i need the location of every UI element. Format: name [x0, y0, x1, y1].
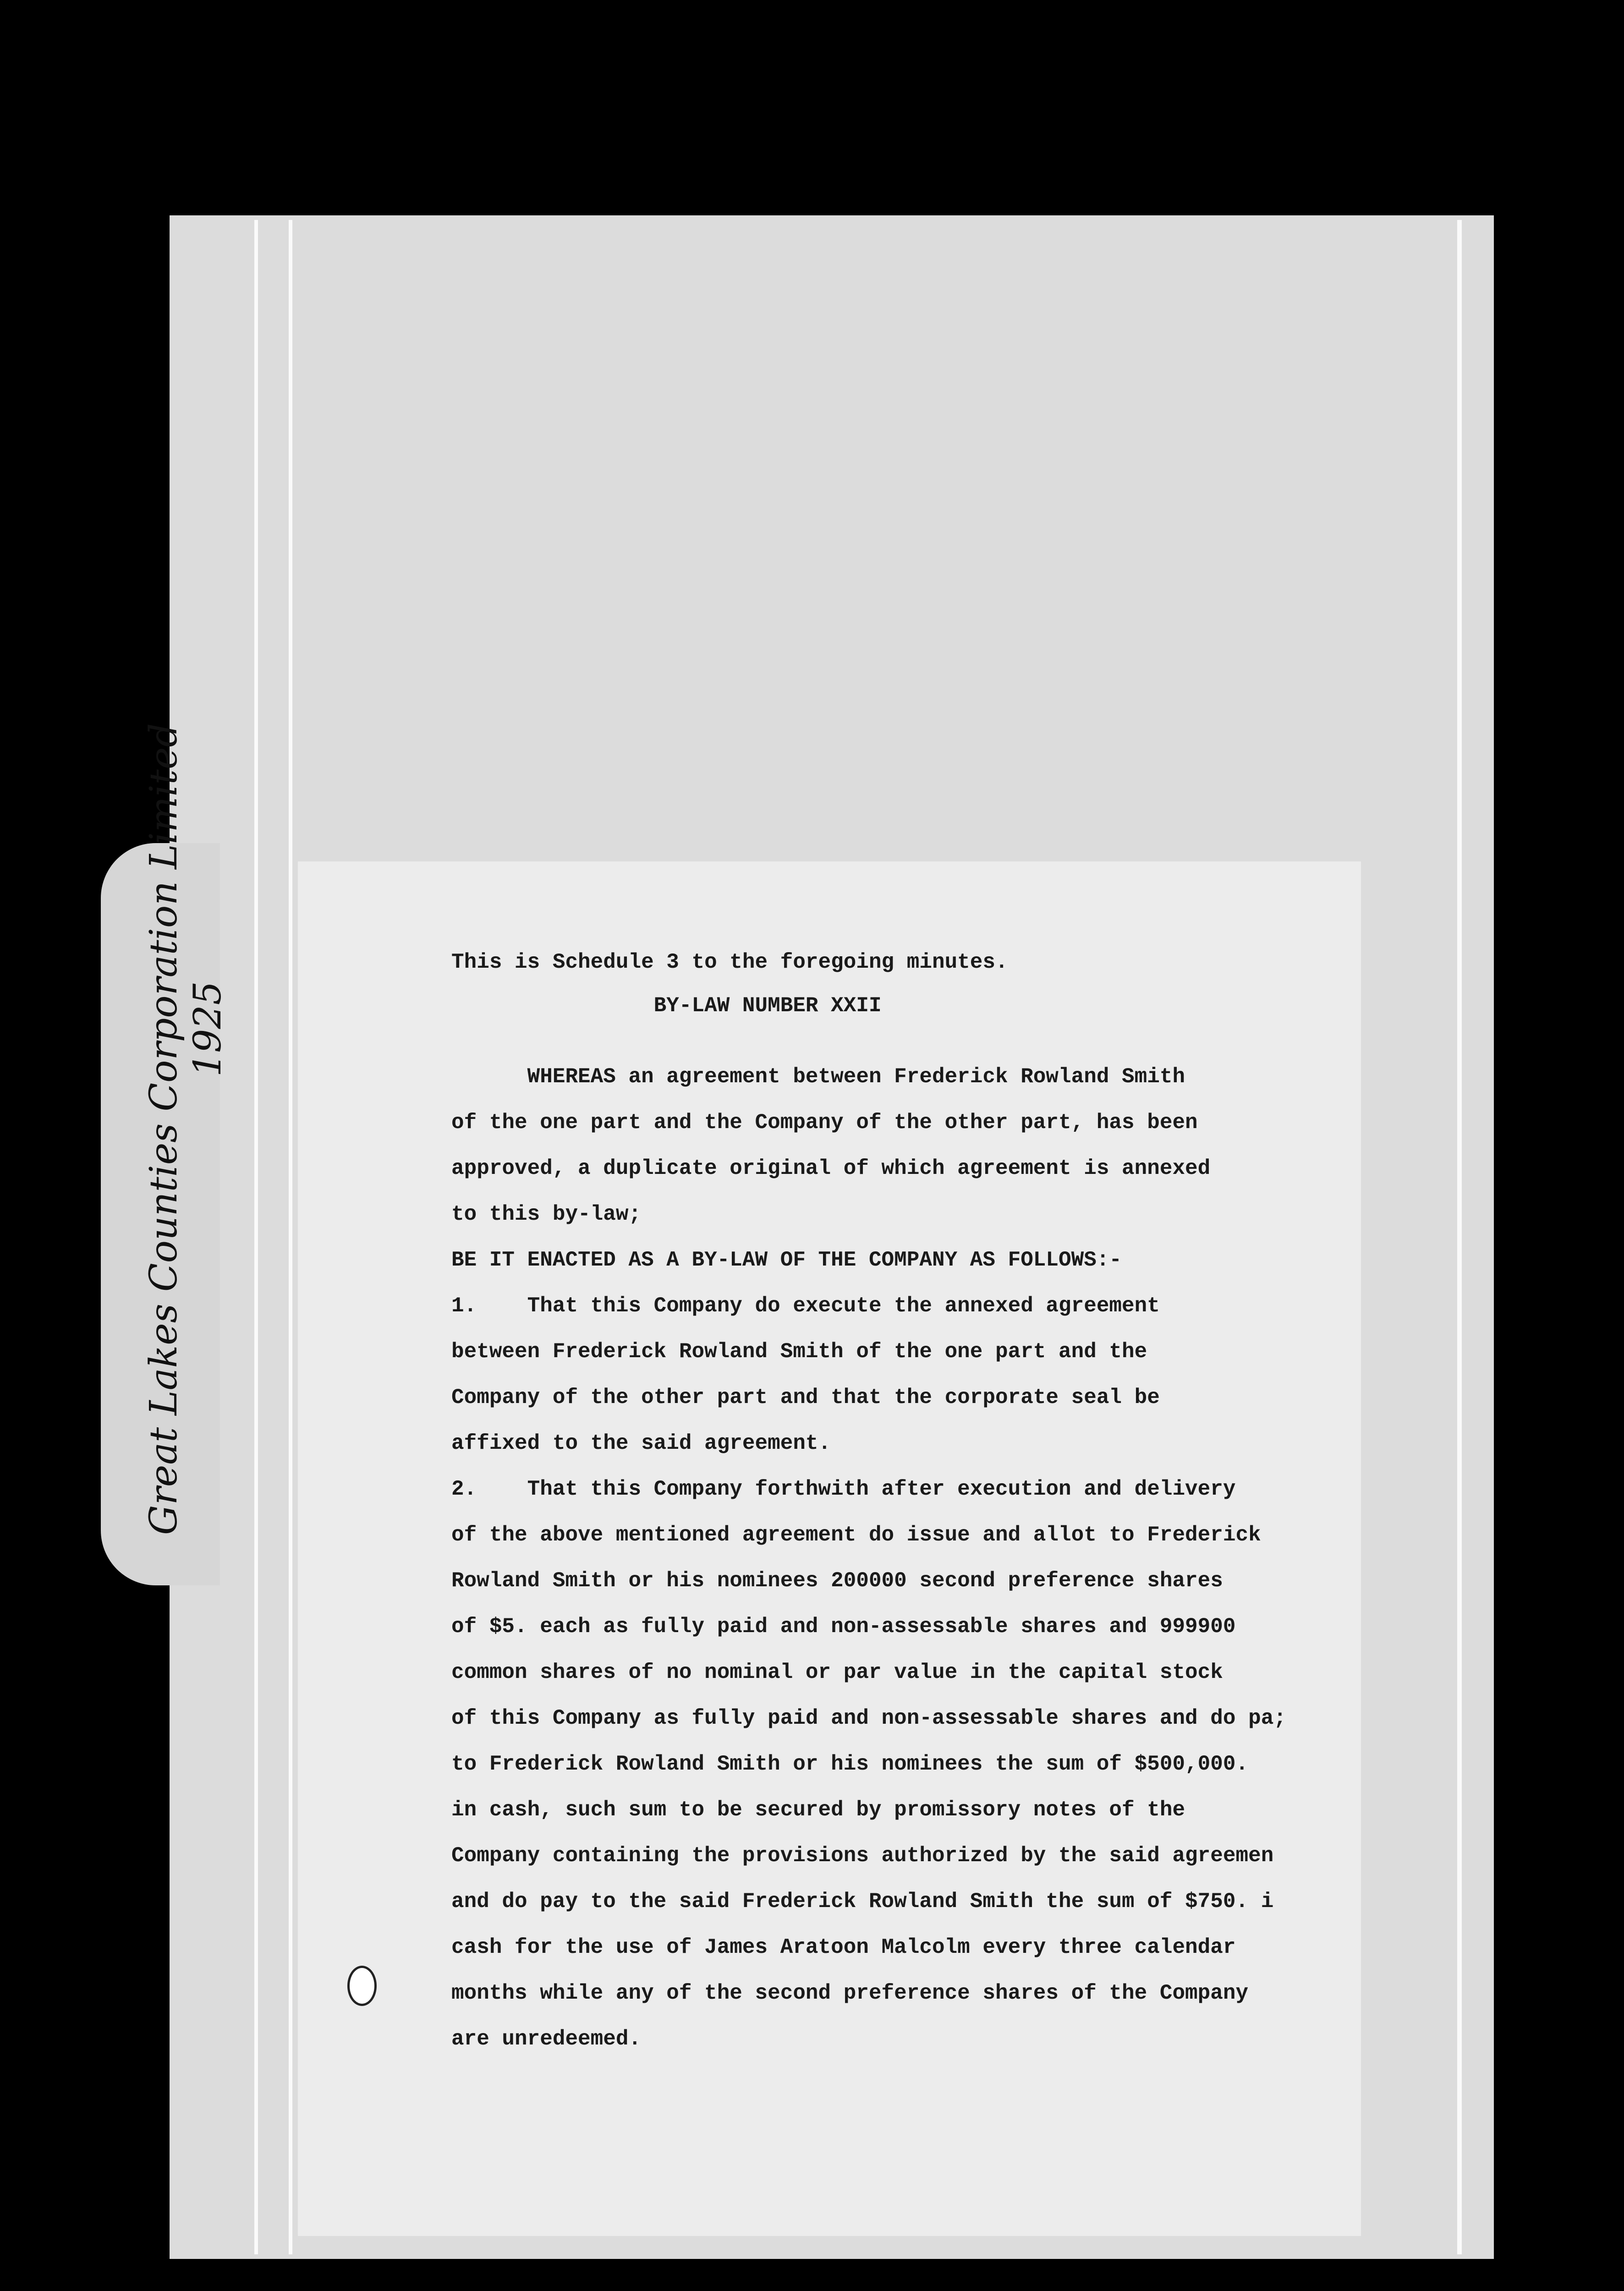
document-line: Company containing the provisions authorized by the said agreemen: [451, 1844, 1274, 1868]
document-line: are unredeemed.: [451, 2027, 642, 2051]
document-line: BE IT ENACTED AS A BY-LAW OF THE COMPANY AS FOLLOWS:-: [451, 1248, 1122, 1272]
document-line: in cash, such sum to be secured by promissory notes of the: [451, 1798, 1185, 1822]
punch-hole: [347, 1966, 377, 2006]
margin-note-title: Great Lakes Counties Corporation Limited: [142, 723, 186, 1535]
document-line: between Frederick Rowland Smith of the one part and the: [451, 1340, 1147, 1364]
document-line: affixed to the said agreement.: [451, 1431, 831, 1455]
document-line: 1. That this Company do execute the annexed agreement: [451, 1294, 1160, 1318]
document-line: WHEREAS an agreement between Frederick Rowland Smith: [451, 1065, 1185, 1089]
document-line: and do pay to the said Frederick Rowland Smith the sum of $750. i: [451, 1890, 1274, 1913]
document-line: of $5. each as fully paid and non-assessable shares and 999900: [451, 1615, 1236, 1639]
document-line: BY-LAW NUMBER XXII: [451, 994, 882, 1018]
document-line: Company of the other part and that the corporate seal be: [451, 1386, 1160, 1409]
document-line: months while any of the second preference shares of the Company: [451, 1981, 1249, 2005]
document-line: This is Schedule 3 to the foregoing minutes.: [451, 950, 1008, 974]
document-line: of the above mentioned agreement do issue and allot to Frederick: [451, 1523, 1261, 1547]
document-line: cash for the use of James Aratoon Malcolm every three calendar: [451, 1935, 1236, 1959]
document-line: common shares of no nominal or par value in the capital stock: [451, 1661, 1223, 1684]
document-line: Rowland Smith or his nominees 200000 second preference shares: [451, 1569, 1223, 1593]
document-line: approved, a duplicate original of which agreement is annexed: [451, 1156, 1211, 1180]
margin-note-year: 1925: [186, 981, 230, 1077]
folder-edge-line: [289, 220, 292, 2254]
document-line: 2. That this Company forthwith after execution and delivery: [451, 1477, 1236, 1501]
folder-edge-line: [1457, 220, 1462, 2254]
handwritten-margin-note: [142, 723, 230, 1535]
document-line: of the one part and the Company of the other part, has been: [451, 1111, 1198, 1135]
document-line: to this by-law;: [451, 1202, 642, 1226]
document-line: of this Company as fully paid and non-assessable shares and do pa;: [451, 1706, 1286, 1730]
folder-edge-line: [254, 220, 258, 2254]
document-line: to Frederick Rowland Smith or his nominees the sum of $500,000.: [451, 1752, 1249, 1776]
